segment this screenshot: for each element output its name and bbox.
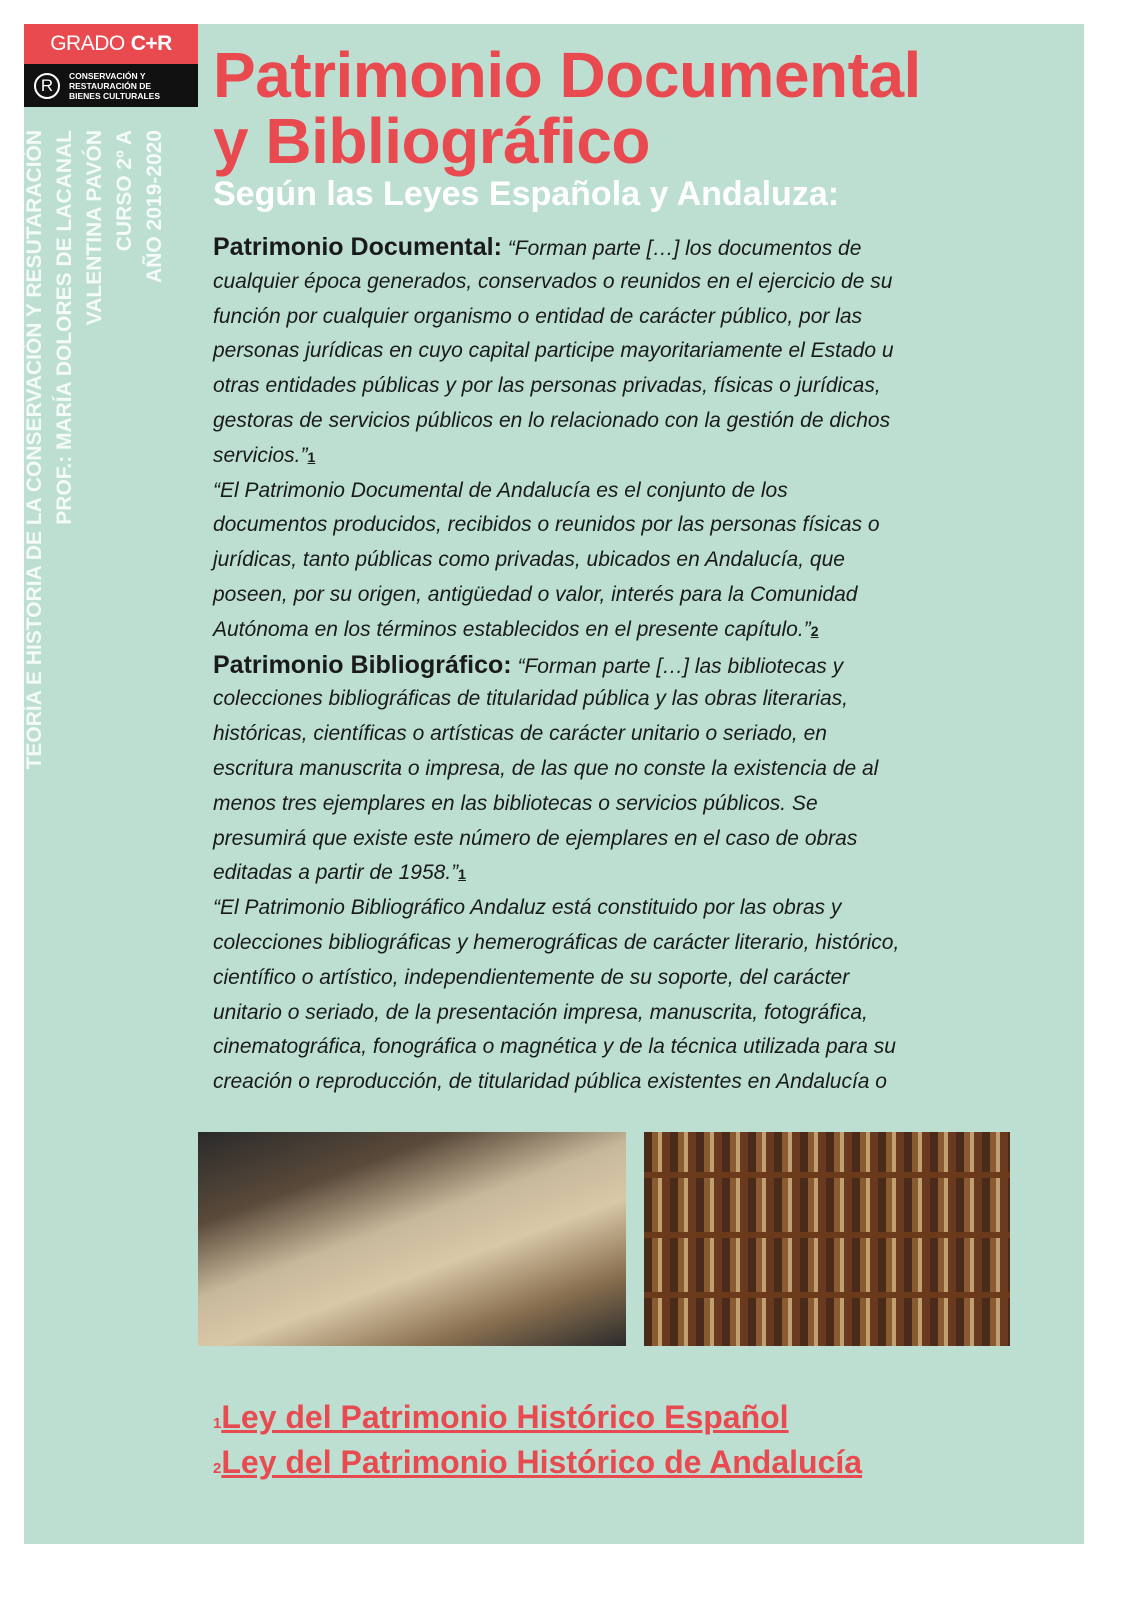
body-line — [213, 787, 1013, 822]
body-text-span: cualquier época generados, conservados o reunidos en el ejercicio de su — [213, 269, 893, 293]
sidebar-credits — [20, 130, 170, 865]
body-line — [213, 543, 1013, 578]
body-text-span: menos tres ejemplares en las bibliotecas o servicios públicos. Se — [213, 791, 818, 815]
logo-grado-text: GRADO — [50, 32, 125, 55]
body-line — [213, 856, 1013, 891]
body-text-span: gestoras de servicios públicos en lo relacionado con la gestión de dichos — [213, 408, 891, 432]
body-line — [213, 439, 1013, 474]
body-line — [213, 891, 1013, 926]
body-text-span: históricas, científicas o artísticas de carácter unitario o seriado, en — [213, 722, 827, 746]
author: VALENTINA PAVÓN — [83, 130, 106, 326]
body-line — [213, 648, 1013, 683]
body-text-span: creación o reproducción, de titularidad pública existentes en Andalucía o — [213, 1070, 887, 1094]
logo-caption — [69, 71, 160, 101]
body-line — [213, 613, 1013, 648]
footnote-number: 2 — [213, 1460, 222, 1477]
logo-line: BIENES CULTURALES — [69, 90, 160, 101]
body-line — [213, 1065, 1013, 1100]
title-line: y Bibliográfico — [213, 105, 650, 177]
body-text-span: presumirá que existe este número de ejemplares en el caso de obras — [213, 826, 858, 850]
body-text-span: “Forman parte […] los documentos de — [501, 237, 862, 260]
course-year: CURSO 2º A — [113, 130, 136, 252]
body-text — [213, 230, 1013, 1100]
body-text-span: servicios.” — [213, 443, 308, 467]
section-heading: Patrimonio Bibliográfico: — [213, 650, 512, 679]
body-line — [213, 682, 1013, 717]
body-text-span: colecciones bibliográficas de titularidad pública y las obras literarias, — [213, 687, 848, 711]
body-text-span: científico o artístico, independientemente de su soporte, del carácter — [213, 965, 850, 989]
manuscript-photo — [198, 1132, 626, 1346]
body-line — [213, 230, 1013, 265]
footnote — [213, 1443, 862, 1488]
title-line: Patrimonio Documental — [213, 39, 921, 111]
body-text-span: editadas a partir de 1958.” — [213, 861, 459, 885]
page-title — [213, 39, 921, 177]
logo-conservacion — [24, 64, 198, 107]
body-text-span: unitario o seriado, de la presentación impresa, manuscrita, fotográfica, — [213, 1000, 868, 1024]
logo-cr-text: C+R — [130, 32, 172, 55]
body-line — [213, 752, 1013, 787]
body-text-span: jurídicas, tanto públicas como privadas, ubicados en Andalucía, que — [213, 548, 845, 572]
logo-grado — [24, 24, 198, 64]
section-heading: Patrimonio Documental: — [213, 233, 502, 261]
body-line — [213, 265, 1013, 300]
logo-line: RESTAURACIÓN DE — [69, 80, 152, 91]
footnote — [213, 1398, 862, 1443]
shelf — [644, 1172, 1010, 1178]
body-line — [213, 369, 1013, 404]
body-line — [213, 474, 1013, 509]
professor: PROF.: MARÍA DOLORES DE LACANAL — [53, 130, 76, 525]
body-line — [213, 508, 1013, 543]
body-line — [213, 578, 1013, 613]
footnote-ref[interactable]: 2 — [810, 622, 819, 639]
body-text-span: personas jurídicas en cuyo capital participe mayoritariamente el Estado u — [213, 339, 894, 363]
page-subtitle: Según las Leyes Española y Andaluza: — [213, 175, 840, 213]
footnote-link[interactable]: Ley del Patrimonio Histórico Español — [221, 1399, 789, 1435]
logo-line: CONSERVACIÓN Y — [69, 70, 146, 81]
body-line — [213, 334, 1013, 369]
body-text-span: “Forman parte […] las bibliotecas y — [511, 654, 844, 678]
body-line — [213, 996, 1013, 1031]
academic-year: AÑO 2019-2020 — [143, 130, 166, 283]
body-text-span: poseen, por su origen, antigüedad o valor, interés para la Comunidad — [213, 582, 858, 606]
logo-r-icon: R — [34, 73, 60, 99]
body-line — [213, 1030, 1013, 1065]
shelf — [644, 1232, 1010, 1238]
body-line — [213, 717, 1013, 752]
course-name: TEORÍA E HISTORIA DE LA CONSERVACIÓN Y RESUTARACIÓN — [23, 130, 46, 770]
body-line — [213, 961, 1013, 996]
body-text-span: colecciones bibliográficas y hemerográficas de carácter literario, histórico, — [213, 930, 900, 954]
body-line — [213, 926, 1013, 961]
body-text-span: función por cualquier organismo o entidad de carácter público, por las — [213, 304, 863, 328]
body-text-span: documentos producidos, recibidos o reunidos por las personas físicas o — [213, 513, 880, 537]
library-shelves-photo — [644, 1132, 1010, 1346]
footnote-ref[interactable]: 1 — [458, 866, 466, 883]
footnotes — [213, 1398, 862, 1488]
body-text-span: cinematográfica, fonográfica o magnética y de la técnica utilizada para su — [213, 1035, 896, 1059]
body-text-span: Autónoma en los términos establecidos en el presente capítulo.” — [213, 617, 811, 641]
body-line — [213, 300, 1013, 335]
body-line — [213, 404, 1013, 439]
footnote-ref[interactable]: 1 — [307, 448, 316, 465]
body-text-span: escritura manuscrita o impresa, de las que no conste la existencia de al — [213, 756, 879, 780]
body-line — [213, 822, 1013, 857]
body-text-span: otras entidades públicas y por las personas privadas, físicas o jurídicas, — [213, 374, 881, 398]
footnote-number: 1 — [213, 1415, 222, 1432]
footnote-link[interactable]: Ley del Patrimonio Histórico de Andalucía — [221, 1444, 863, 1480]
body-text-span: “El Patrimonio Documental de Andalucía es el conjunto de los — [213, 478, 788, 502]
shelf — [644, 1292, 1010, 1298]
body-text-span: “El Patrimonio Bibliográfico Andaluz está constituido por las obras y — [213, 896, 842, 920]
